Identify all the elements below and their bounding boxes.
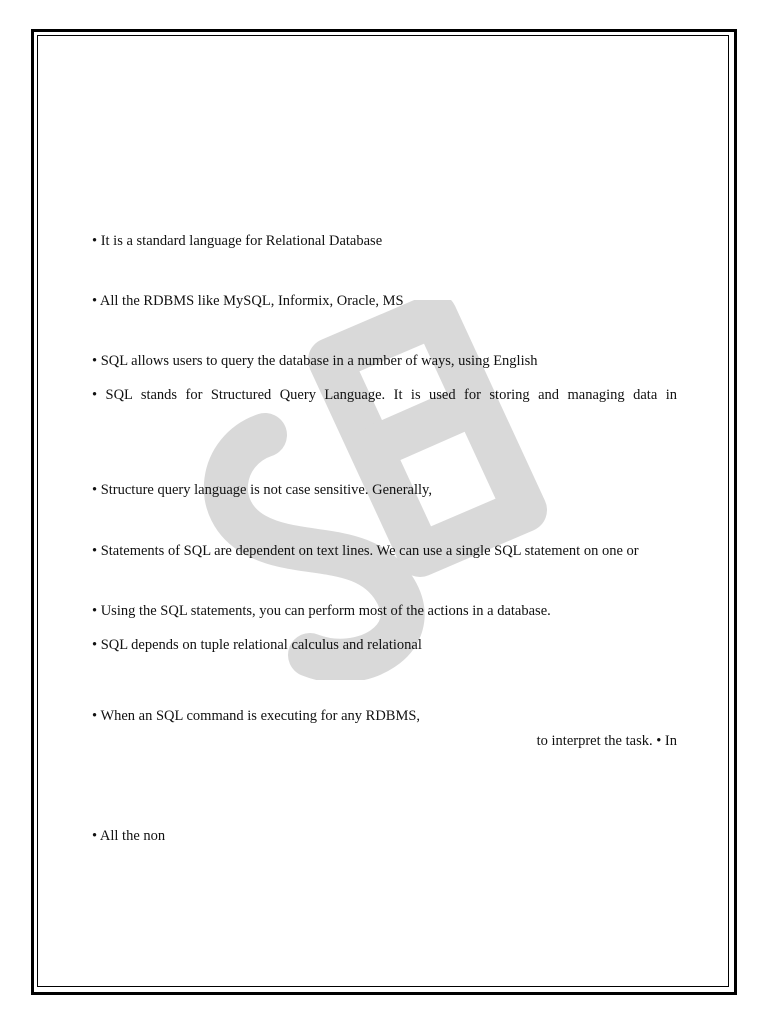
bullet-line-3: • SQL allows users to query the database in a number of ways, using English: [92, 353, 538, 369]
bullet-line-5: • Structure query language is not case sensitive. Generally,: [92, 482, 432, 498]
bullet-line-1: • It is a standard language for Relational Database: [92, 233, 383, 249]
bullet-line-7: • Using the SQL statements, you can perform most of the actions in a database.: [92, 603, 551, 619]
bullet-line-9: • When an SQL command is executing for any RDBMS,: [92, 708, 421, 724]
bullet-line-2: • All the RDBMS like MySQL, Informix, Oracle, MS: [92, 293, 404, 309]
bullet-line-10: • All the non: [92, 828, 166, 844]
bullet-line-6: • Statements of SQL are dependent on text lines. We can use a single SQL statement on one or: [92, 543, 639, 559]
bullet-line-8: • SQL depends on tuple relational calculus and relational: [92, 637, 422, 653]
bullet-line-4: • SQL stands for Structured Query Language. It is used for storing and managing data in: [92, 387, 677, 403]
continuation-line: to interpret the task. • In: [536, 733, 677, 749]
